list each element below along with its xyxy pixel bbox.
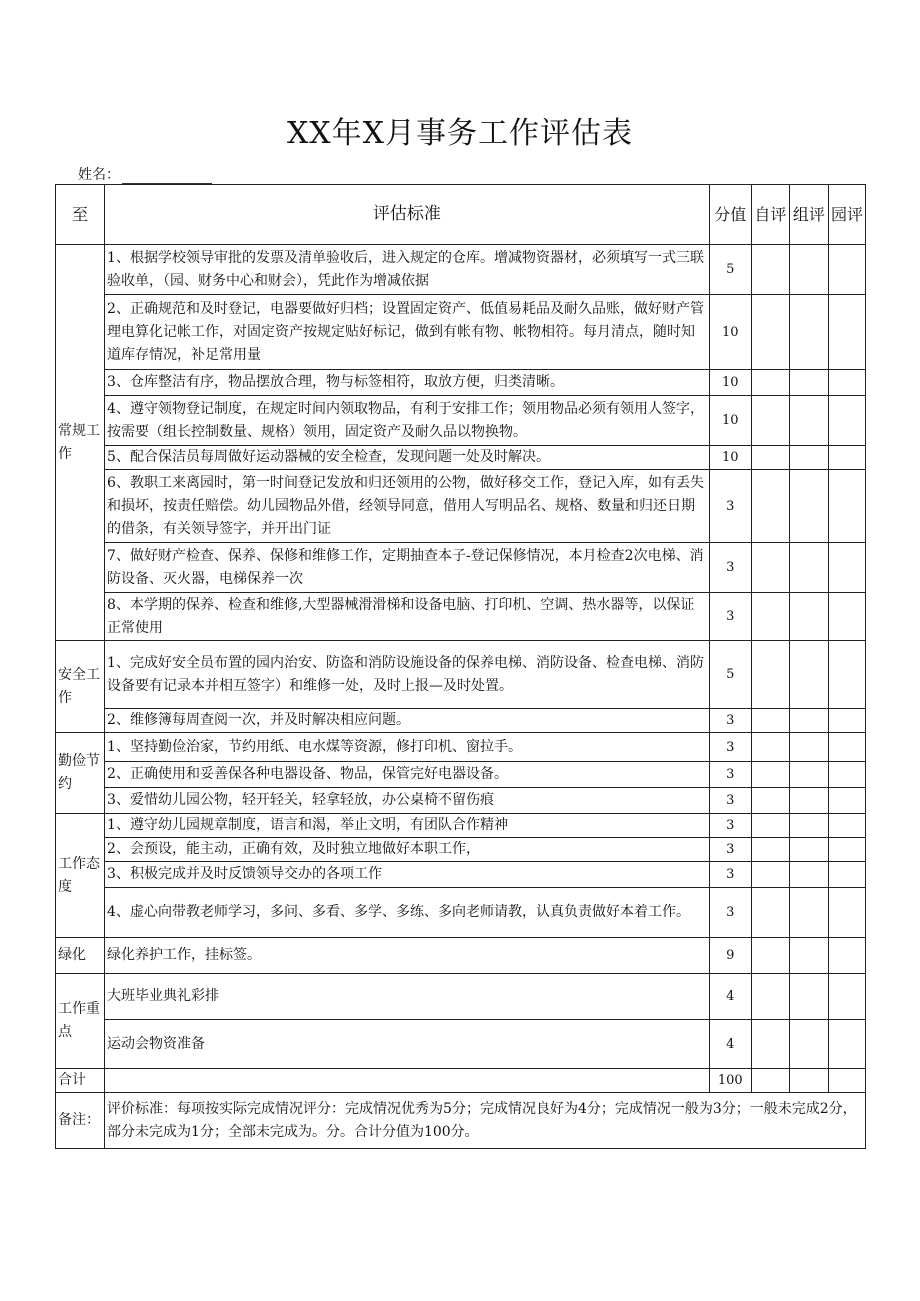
- group-eval-cell[interactable]: [789, 543, 828, 593]
- score-value: 9: [709, 938, 751, 974]
- self-eval-cell[interactable]: [751, 593, 789, 641]
- group-eval-cell[interactable]: [789, 888, 828, 938]
- table-row: [56, 888, 866, 938]
- group-eval-cell[interactable]: [789, 593, 828, 641]
- group-eval-cell[interactable]: [789, 709, 828, 733]
- group-eval-cell[interactable]: [789, 1020, 828, 1069]
- self-eval-cell[interactable]: [751, 446, 789, 470]
- total-label: 合计: [56, 1069, 105, 1093]
- section-category: 常规工作: [56, 245, 105, 641]
- criteria-text: 7、做好财产检查、保养、保修和维修工作，定期抽查本子-登记保修情况，本月检查2次电梯、消防设备、灭火器，电梯保养一次: [105, 543, 710, 593]
- criteria-text: 3、积极完成并及时反馈领导交办的各项工作: [105, 862, 710, 888]
- criteria-text: 2、会预设，能主动，正确有效，及时独立地做好本职工作，: [105, 838, 710, 862]
- group-eval-cell[interactable]: [789, 762, 828, 788]
- section-category: 工作重点: [56, 974, 105, 1069]
- self-eval-cell[interactable]: [751, 838, 789, 862]
- group-eval-cell[interactable]: [789, 295, 828, 370]
- table-row: [56, 245, 866, 295]
- group-eval-cell[interactable]: [789, 641, 828, 709]
- score-value: 3: [709, 762, 751, 788]
- self-eval-cell[interactable]: [751, 938, 789, 974]
- score-value: 3: [709, 733, 751, 762]
- criteria-text: 大班毕业典礼彩排: [105, 974, 710, 1020]
- header-group: 组评: [789, 185, 828, 245]
- park-eval-cell[interactable]: [828, 1020, 865, 1069]
- score-value: 10: [709, 295, 751, 370]
- self-eval-cell[interactable]: [751, 888, 789, 938]
- group-eval-cell[interactable]: [789, 814, 828, 838]
- table-row: [56, 295, 866, 370]
- park-eval-cell[interactable]: [828, 888, 865, 938]
- park-eval-cell[interactable]: [828, 245, 865, 295]
- park-eval-cell[interactable]: [828, 974, 865, 1020]
- park-eval-cell[interactable]: [828, 295, 865, 370]
- table-row: [56, 974, 866, 1020]
- score-value: 3: [709, 543, 751, 593]
- score-value: 10: [709, 446, 751, 470]
- total-group-cell[interactable]: [789, 1069, 828, 1093]
- criteria-text: 1、坚持勤俭治家，节约用纸、电水煤等资源，修打印机、窗拉手。: [105, 733, 710, 762]
- name-field: [78, 164, 212, 184]
- table-row: [56, 862, 866, 888]
- self-eval-cell[interactable]: [751, 862, 789, 888]
- page-title: XX年X月事务工作评估表: [286, 116, 634, 151]
- table-row: [56, 641, 866, 709]
- criteria-text: 2、正确规范和及时登记，电器要做好归档；设置固定资产、低值易耗品及耐久品账，做好财产管理电算化记帐工作，对固定资产按规定贴好标记，做到有帐有物、帐物相符。每月清点，随时知道库存情况，补足常用量: [105, 295, 710, 370]
- table-row: [56, 543, 866, 593]
- score-value: 10: [709, 396, 751, 446]
- group-eval-cell[interactable]: [789, 974, 828, 1020]
- score-value: 4: [709, 1020, 751, 1069]
- score-value: 3: [709, 470, 751, 543]
- park-eval-cell[interactable]: [828, 788, 865, 814]
- park-eval-cell[interactable]: [828, 709, 865, 733]
- table-row: [56, 762, 866, 788]
- self-eval-cell[interactable]: [751, 1020, 789, 1069]
- table-row: [56, 838, 866, 862]
- self-eval-cell[interactable]: [751, 974, 789, 1020]
- park-eval-cell[interactable]: [828, 838, 865, 862]
- name-blank[interactable]: [122, 169, 212, 184]
- table-row: [56, 370, 866, 396]
- section-category: 工作态度: [56, 814, 105, 938]
- score-value: 3: [709, 814, 751, 838]
- park-eval-cell[interactable]: [828, 396, 865, 446]
- park-eval-cell[interactable]: [828, 862, 865, 888]
- self-eval-cell[interactable]: [751, 295, 789, 370]
- group-eval-cell[interactable]: [789, 733, 828, 762]
- note-label: 备注：: [56, 1093, 105, 1149]
- table-row: [56, 470, 866, 543]
- park-eval-cell[interactable]: [828, 641, 865, 709]
- criteria-text: 2、正确使用和妥善保各种电器设备、物品，保管完好电器设备。: [105, 762, 710, 788]
- table-row: [56, 938, 866, 974]
- park-eval-cell[interactable]: [828, 814, 865, 838]
- section-category: 安全工作: [56, 641, 105, 733]
- park-eval-cell[interactable]: [828, 470, 865, 543]
- self-eval-cell[interactable]: [751, 814, 789, 838]
- header-category: 至: [56, 185, 105, 245]
- total-self-cell[interactable]: [751, 1069, 789, 1093]
- table-row: [56, 1020, 866, 1069]
- table-row: [56, 396, 866, 446]
- criteria-text: 4、遵守领物登记制度，在规定时间内领取物品，有利于安排工作；领用物品必须有领用人签字，按需要（组长控制数量、规格）领用，固定资产及耐久品以物换物。: [105, 396, 710, 446]
- note-row: [56, 1093, 866, 1149]
- score-value: 5: [709, 245, 751, 295]
- score-value: 3: [709, 838, 751, 862]
- group-eval-cell[interactable]: [789, 245, 828, 295]
- criteria-text: 6、教职工来离园时，第一时间登记发放和归还领用的公物，做好移交工作，登记入库，如有丢失和损坏，按责任赔偿。幼儿园物品外借，经领导同意，借用人写明品名、规格、数量和归还日期的借条，有关领导签字，并开出门证: [105, 470, 710, 543]
- criteria-text: 绿化养护工作，挂标签。: [105, 938, 710, 974]
- header-row: [56, 185, 866, 245]
- self-eval-cell[interactable]: [751, 709, 789, 733]
- park-eval-cell[interactable]: [828, 543, 865, 593]
- evaluation-table: [55, 184, 866, 1149]
- score-value: 3: [709, 788, 751, 814]
- group-eval-cell[interactable]: [789, 446, 828, 470]
- criteria-text: 1、根据学校领导审批的发票及清单验收后，进入规定的仓库。增减物资器材，必须填写一式三联验收单，（园、财务中心和财会），凭此作为增减依据: [105, 245, 710, 295]
- group-eval-cell[interactable]: [789, 838, 828, 862]
- header-self: 自评: [751, 185, 789, 245]
- table-row: [56, 788, 866, 814]
- park-eval-cell[interactable]: [828, 938, 865, 974]
- header-criteria: 评估标准: [105, 185, 710, 245]
- name-label: 姓名：: [78, 167, 120, 183]
- score-value: 5: [709, 641, 751, 709]
- table-row: [56, 814, 866, 838]
- criteria-text: 4、虚心向带教老师学习，多问、多看、多学、多练、多向老师请教，认真负责做好本着工作。: [105, 888, 710, 938]
- criteria-text: 3、仓库整洁有序，物品摆放合理，物与标签相符，取放方便，归类清晰。: [105, 370, 710, 396]
- criteria-text: 运动会物资准备: [105, 1020, 710, 1069]
- self-eval-cell[interactable]: [751, 396, 789, 446]
- self-eval-cell[interactable]: [751, 370, 789, 396]
- park-eval-cell[interactable]: [828, 733, 865, 762]
- section-category: 勤俭节约: [56, 733, 105, 814]
- total-park-cell[interactable]: [828, 1069, 865, 1093]
- park-eval-cell[interactable]: [828, 370, 865, 396]
- self-eval-cell[interactable]: [751, 762, 789, 788]
- park-eval-cell[interactable]: [828, 593, 865, 641]
- self-eval-cell[interactable]: [751, 788, 789, 814]
- score-value: 4: [709, 974, 751, 1020]
- park-eval-cell[interactable]: [828, 446, 865, 470]
- criteria-text: 1、完成好安全员布置的园内治安、防盗和消防设施设备的保养电梯、消防设备、检查电梯、消防设备要有记录本并相互签字）和维修一处，及时上报—及时处置。: [105, 641, 710, 709]
- score-value: 10: [709, 370, 751, 396]
- criteria-text: 5、配合保洁员每周做好运动器械的安全检查，发现问题一处及时解决。: [105, 446, 710, 470]
- criteria-text: 1、遵守幼儿园规章制度，语言和渴，举止文明，有团队合作精神: [105, 814, 710, 838]
- self-eval-cell[interactable]: [751, 641, 789, 709]
- table-row: [56, 733, 866, 762]
- table-row: [56, 446, 866, 470]
- group-eval-cell[interactable]: [789, 470, 828, 543]
- score-value: 3: [709, 593, 751, 641]
- group-eval-cell[interactable]: [789, 788, 828, 814]
- group-eval-cell[interactable]: [789, 370, 828, 396]
- self-eval-cell[interactable]: [751, 245, 789, 295]
- group-eval-cell[interactable]: [789, 862, 828, 888]
- total-spacer: [105, 1069, 710, 1093]
- group-eval-cell[interactable]: [789, 938, 828, 974]
- header-score: 分值: [709, 185, 751, 245]
- table-row: [56, 593, 866, 641]
- group-eval-cell[interactable]: [789, 396, 828, 446]
- criteria-text: 2、维修簿每周查阅一次，并及时解决相应问题。: [105, 709, 710, 733]
- score-value: 3: [709, 862, 751, 888]
- section-category: 绿化: [56, 938, 105, 974]
- self-eval-cell[interactable]: [751, 470, 789, 543]
- total-row: [56, 1069, 866, 1093]
- header-park: 园评: [828, 185, 865, 245]
- park-eval-cell[interactable]: [828, 762, 865, 788]
- total-score: 100: [709, 1069, 751, 1093]
- criteria-text: 3、爱惜幼儿园公物，轻开轻关，轻拿轻放，办公桌椅不留伤痕: [105, 788, 710, 814]
- self-eval-cell[interactable]: [751, 733, 789, 762]
- table-row: [56, 709, 866, 733]
- score-value: 3: [709, 709, 751, 733]
- score-value: 3: [709, 888, 751, 938]
- criteria-text: 8、本学期的保养、检查和维修,大型器械滑滑梯和设备电脑、打印机、空调、热水器等，以保证正常使用: [105, 593, 710, 641]
- note-text: 评价标准：每项按实际完成情况评分：完成情况优秀为5分；完成情况良好为4分；完成情况一般为3分；一般未完成2分，部分未完成为1分；全部未完成为。分。合计分值为100分。: [105, 1093, 866, 1149]
- self-eval-cell[interactable]: [751, 543, 789, 593]
